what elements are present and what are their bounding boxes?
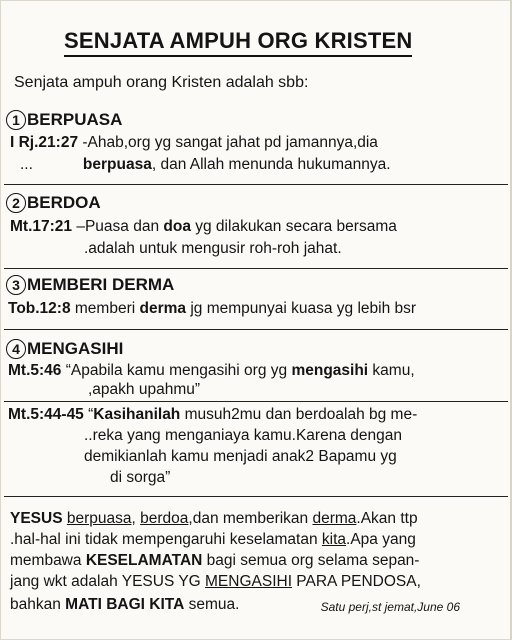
closing-line-5: bahkan MATI BAGI KITA semua. xyxy=(10,596,240,613)
section-1-line-2: ... berpuasa, dan Allah menunda hukumannya. xyxy=(20,156,391,173)
section-4-heading xyxy=(6,339,123,359)
section-4-line-2: ,apakh upahmu” xyxy=(88,381,201,398)
section-1-title: BERPUASA xyxy=(27,110,123,129)
section-3-heading xyxy=(6,275,174,295)
page-title: SENJATA AMPUH ORG KRISTEN xyxy=(64,28,412,57)
closing-line-3: membawa KESELAMATAN bagi semua org selama sepan- xyxy=(10,552,420,569)
closing-line-1: YESUS berpuasa, berdoa,dan memberikan derma.Akan ttp xyxy=(10,510,418,527)
divider xyxy=(4,268,508,269)
section-4-line-1: Mt.5:46 “Apabila kamu mengasihi org yg mengasihi kamu, xyxy=(8,362,415,379)
divider xyxy=(4,184,508,185)
divider xyxy=(4,496,508,497)
section-1-ref: I Rj.21:27 xyxy=(10,134,79,151)
section-4-ref-2: Mt.5:44-45 xyxy=(8,406,84,423)
section-2-line-1: Mt.17:21 –Puasa dan doa yg dilakukan secara bersama xyxy=(10,218,397,235)
divider xyxy=(4,401,508,402)
section-4-number: 4 xyxy=(6,339,26,359)
closing-line-4: jang wkt adalah YESUS YG MENGASIHI PARA PENDOSA, xyxy=(10,573,421,590)
section-4-line-4: ..reka yang menganiaya kamu.Karena dengan xyxy=(84,427,402,444)
section-1-number: 1 xyxy=(6,110,26,130)
signature-note: Satu perj,st jemat,June 06 xyxy=(320,600,460,614)
section-3-line-1: Tob.12:8 memberi derma jg mempunyai kuasa yg lebih bsr xyxy=(8,300,417,317)
section-3-ref: Tob.12:8 xyxy=(8,300,71,317)
section-2-title: BERDOA xyxy=(27,193,101,212)
section-3-number: 3 xyxy=(6,275,26,295)
section-2-line-2: .adalah untuk mengusir roh-roh jahat. xyxy=(84,240,342,257)
divider xyxy=(4,329,508,330)
section-1-line-1: I Rj.21:27 -Ahab,org yg sangat jahat pd jamannya,dia xyxy=(10,134,378,151)
intro-text: Senjata ampuh orang Kristen adalah sbb: xyxy=(14,74,309,91)
section-4-title: MENGASIHI xyxy=(27,339,124,358)
section-2-number: 2 xyxy=(6,193,26,213)
section-2-heading xyxy=(6,193,101,213)
section-4-line-6: di sorga” xyxy=(110,469,171,486)
closing-line-2: .hal-hal ini tidak mempengaruhi keselamatan kita.Apa yang xyxy=(10,531,416,548)
section-4-line-3: Mt.5:44-45 “Kasihanilah musuh2mu dan berdoalah bg me- xyxy=(8,406,418,423)
section-4-ref-1: Mt.5:46 xyxy=(8,362,62,379)
section-4-line-5: demikianlah kamu menjadi anak2 Bapamu yg xyxy=(84,448,397,465)
section-2-ref: Mt.17:21 xyxy=(10,218,73,235)
section-3-title: MEMBERI DERMA xyxy=(27,275,175,294)
section-1-heading xyxy=(6,110,122,130)
